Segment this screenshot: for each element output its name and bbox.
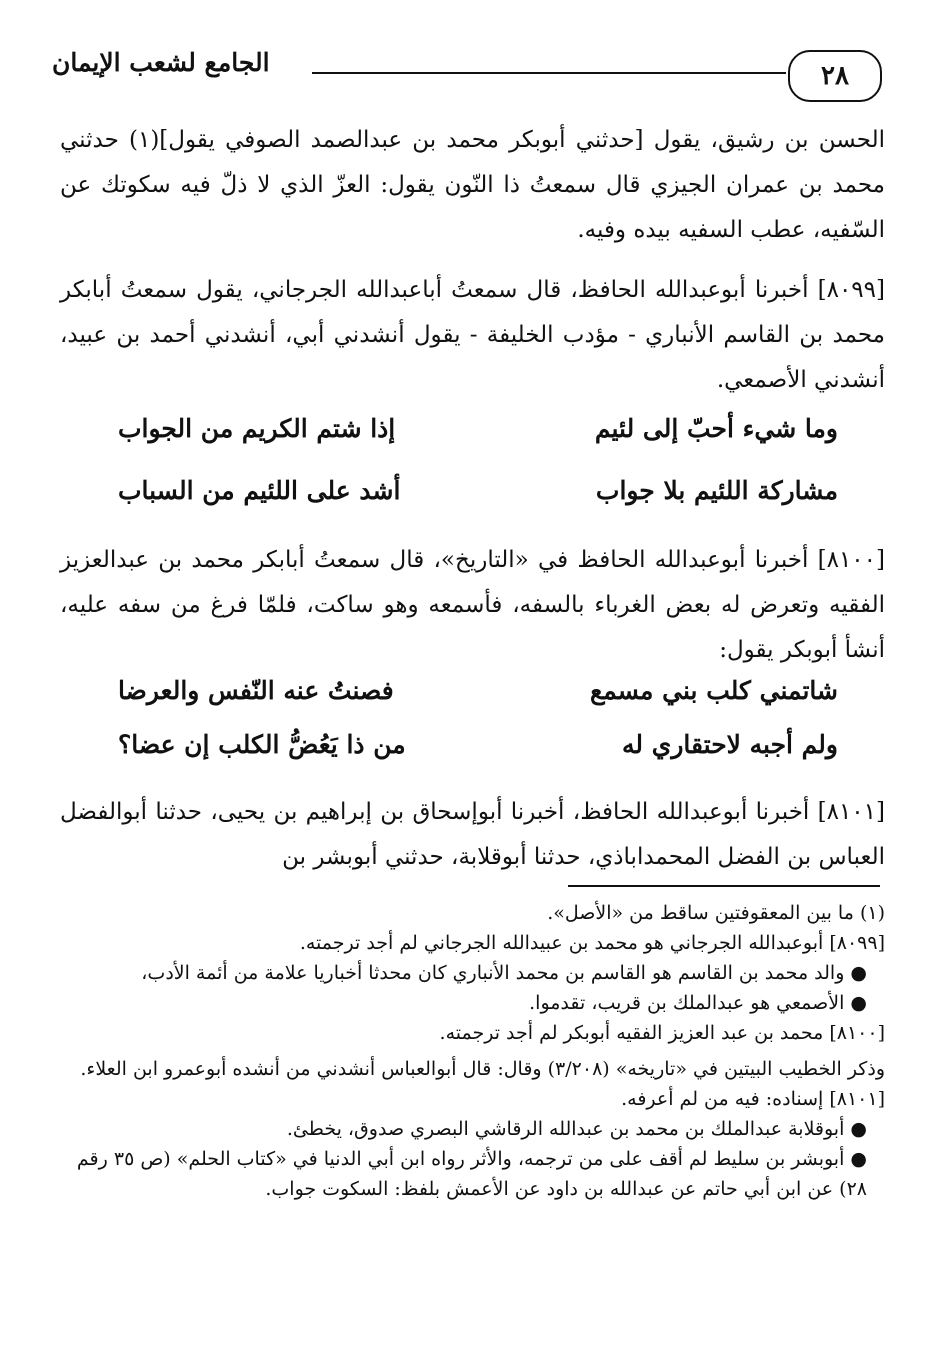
verse-4-second-hemistich: من ذا يَعُضُّ الكلب إن عضا؟ bbox=[118, 730, 406, 759]
footnote-8101-bullet-2: ● أبوبشر بن سليط لم أقف على من ترجمه، والأثر رواه ابن أبي الدنيا في «كتاب الحلم» (ص ٣٥ رقم ٢٨) عن ابن أبي حاتم عن عبدالله بن داود عن الأعمش بلفظ: السكوت جواب. bbox=[76, 1148, 867, 1200]
paragraph-8100 bbox=[60, 538, 885, 673]
verse-2-first-hemistich: مشاركة اللئيم بلا جواب bbox=[595, 476, 838, 505]
footnotes bbox=[60, 898, 885, 1204]
verse-line-3 bbox=[118, 676, 838, 730]
running-title: الجامع لشعب الإيمان bbox=[52, 48, 270, 77]
paragraph-8099-text: [٨٠٩٩] أخبرنا أبوعبدالله الحافظ، قال سمعتُ أباعبدالله الجرجاني، يقول سمعتُ أبابكر محمد بن القاسم الأنباري - مؤدب الخليفة - يقول أنشدني أبي، أنشدني أحمد بن عبيد، أنشدني الأصمعي. bbox=[60, 277, 885, 393]
paragraph-8101-text: [٨١٠١] أخبرنا أبوعبدالله الحافظ، أخبرنا أبوإسحاق بن إبراهيم بن يحيى، حدثنا أبوالفضل العباس بن الفضل المحمداباذي، حدثنا أبوقلابة، حدثني أبوبشر بن bbox=[60, 799, 885, 870]
page-number: ٢٨ bbox=[788, 50, 882, 102]
footnote-1: (١) ما بين المعقوفتين ساقط من «الأصل». bbox=[547, 902, 885, 924]
verse-line-4 bbox=[118, 730, 838, 784]
verse-1-second-hemistich: إذا شتم الكريم من الجواب bbox=[118, 414, 396, 443]
paragraph-8100-text: [٨١٠٠] أخبرنا أبوعبدالله الحافظ في «التاريخ»، قال سمعتُ أبابكر محمد بن عبدالعزيز الفقيه وتعرض له بعض الغرباء بالسفه، فأسمعه وهو ساكت، فلمّا فرغ من سفه عليه، أنشأ أبوبكر يقول: bbox=[60, 547, 885, 663]
paragraph-1 bbox=[60, 118, 885, 253]
verse-line-2 bbox=[118, 476, 838, 530]
footnote-separator bbox=[568, 885, 880, 887]
paragraph-1-text: الحسن بن رشيق، يقول [حدثني أبوبكر محمد بن عبدالصمد الصوفي يقول](١) حدثني محمد بن عمران الجيزي قال سمعتُ ذا النّون يقول: العزّ الذي لا ذلّ فيه سكوتك عن السّفيه، عطب السفيه بيده وفيه. bbox=[60, 127, 885, 243]
footnote-8099: [٨٠٩٩] أبوعبدالله الجرجاني هو محمد بن عبيدالله الجرجاني لم أجد ترجمته. bbox=[299, 932, 885, 954]
verse-2-second-hemistich: أشد على اللئيم من السباب bbox=[118, 476, 401, 505]
footnote-8101: [٨١٠١] إسناده: فيه من لم أعرفه. bbox=[621, 1088, 885, 1110]
paragraph-8099 bbox=[60, 268, 885, 403]
verse-1-first-hemistich: وما شيء أحبّ إلى لئيم bbox=[594, 414, 838, 443]
footnote-8101-bullet-1: ● أبوقلابة عبدالملك بن محمد بن عبدالله الرقاشي البصري صدوق، يخطئ. bbox=[286, 1118, 867, 1140]
verse-3-second-hemistich: فصنتُ عنه النّفس والعرضا bbox=[118, 676, 394, 705]
page-header bbox=[52, 44, 882, 104]
verse-line-1 bbox=[118, 414, 838, 468]
verse-4-first-hemistich: ولم أجبه لاحتقاري له bbox=[622, 730, 838, 759]
header-rule bbox=[312, 72, 786, 74]
paragraph-8101 bbox=[60, 790, 885, 880]
footnote-8100-note: وذكر الخطيب البيتين في «تاريخه» (٣/٢٠٨) وقال: قال أبوالعباس أنشدني من أنشده أبوعمرو ابن العلاء. bbox=[80, 1058, 885, 1080]
footnote-8100: [٨١٠٠] محمد بن عبد العزيز الفقيه أبوبكر لم أجد ترجمته. bbox=[439, 1022, 885, 1044]
footnote-8099-bullet-1: ● والد محمد بن القاسم هو القاسم بن محمد الأنباري كان محدثا أخباريا علامة من أئمة الأدب، bbox=[141, 962, 867, 984]
footnote-8099-bullet-2: ● الأصمعي هو عبدالملك بن قريب، تقدموا. bbox=[529, 992, 867, 1014]
verse-3-first-hemistich: شاتمني كلب بني مسمع bbox=[590, 676, 838, 705]
